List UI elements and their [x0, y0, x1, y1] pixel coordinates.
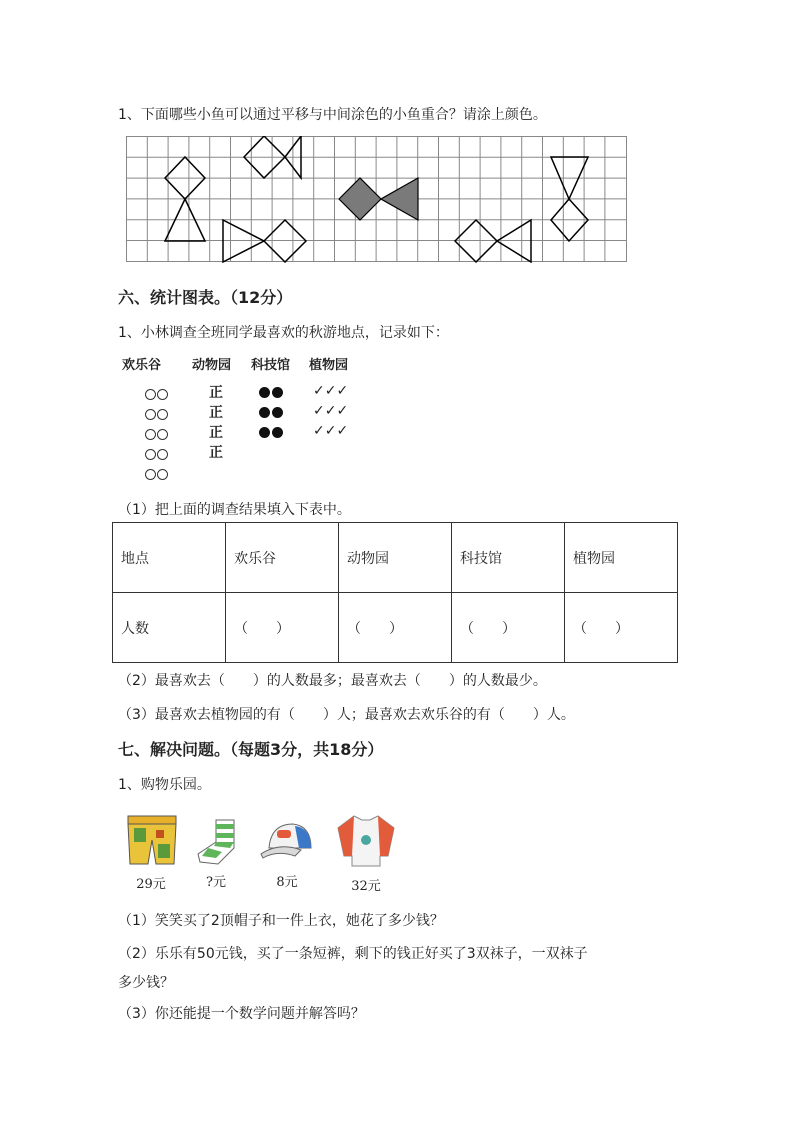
- price-cap: 8元: [276, 875, 298, 890]
- tally-ticks: ✓✓✓ ✓✓✓ ✓✓✓: [313, 383, 349, 439]
- tally-header-huanlegu: 欢乐谷: [122, 358, 162, 373]
- shorts-image: [126, 814, 178, 866]
- table-cell: 科技馆: [452, 523, 565, 593]
- problem-3: （3）你还能提一个数学问题并解答吗？: [118, 1006, 365, 1022]
- table-row-places: [113, 523, 678, 593]
- sub-question-1: （1）把上面的调查结果填入下表中。: [118, 502, 351, 518]
- answer-blank[interactable]: （ ）: [226, 593, 339, 663]
- tally-header-kejiguan: 科技馆: [251, 358, 291, 373]
- problem-2-line2: 多少钱？: [118, 975, 174, 991]
- table-cell: 动物园: [339, 523, 452, 593]
- fish-shaded-center: [339, 178, 418, 220]
- sub-question-2: （2）最喜欢去（ ）的人数最多；最喜欢去（ ）的人数最少。: [118, 673, 547, 689]
- table-cell: 欢乐谷: [226, 523, 339, 593]
- question-fish-translation: 1、下面哪些小鱼可以通过平移与中间涂色的小鱼重合？请涂上颜色。: [118, 107, 547, 123]
- table-cell: 植物园: [565, 523, 678, 593]
- table-cell: 人数: [113, 593, 226, 663]
- price-socks: ?元: [206, 875, 226, 890]
- tally-header-zhiwuyuan: 植物园: [309, 358, 349, 373]
- question-survey: 1、小林调查全班同学最喜欢的秋游地点，记录如下：: [118, 325, 449, 341]
- question-shopping: 1、购物乐园。: [118, 777, 211, 793]
- answer-blank[interactable]: （ ）: [452, 593, 565, 663]
- answer-blank[interactable]: （ ）: [339, 593, 452, 663]
- section-heading-problems: 七、解决问题。（每题3分，共18分）: [118, 740, 384, 759]
- tally-circles: [145, 386, 169, 486]
- shirt-image: [334, 812, 398, 868]
- problem-2-line1: （2）乐乐有50元钱，买了一条短裤，剩下的钱正好买了3双袜子，一双袜子: [118, 946, 588, 962]
- survey-table: [112, 522, 678, 663]
- tally-header-dongwuyuan: 动物园: [192, 358, 232, 373]
- tally-zheng: 正 正 正 正: [209, 385, 223, 461]
- price-shirt: 32元: [351, 879, 381, 894]
- tally-dots: [259, 384, 285, 444]
- problem-1: （1）笑笑买了2顶帽子和一件上衣，她花了多少钱？: [118, 913, 444, 929]
- price-shorts: 29元: [136, 877, 166, 892]
- answer-blank[interactable]: （ ）: [565, 593, 678, 663]
- table-row-counts: [113, 593, 678, 663]
- sock-image: [194, 818, 244, 868]
- table-cell: 地点: [113, 523, 226, 593]
- sub-question-3: （3）最喜欢去植物园的有（ ）人；最喜欢去欢乐谷的有（ ）人。: [118, 707, 575, 723]
- section-heading-statistics: 六、统计图表。（12分）: [118, 288, 293, 307]
- cap-image: [259, 820, 315, 862]
- fish-grid: [126, 136, 628, 263]
